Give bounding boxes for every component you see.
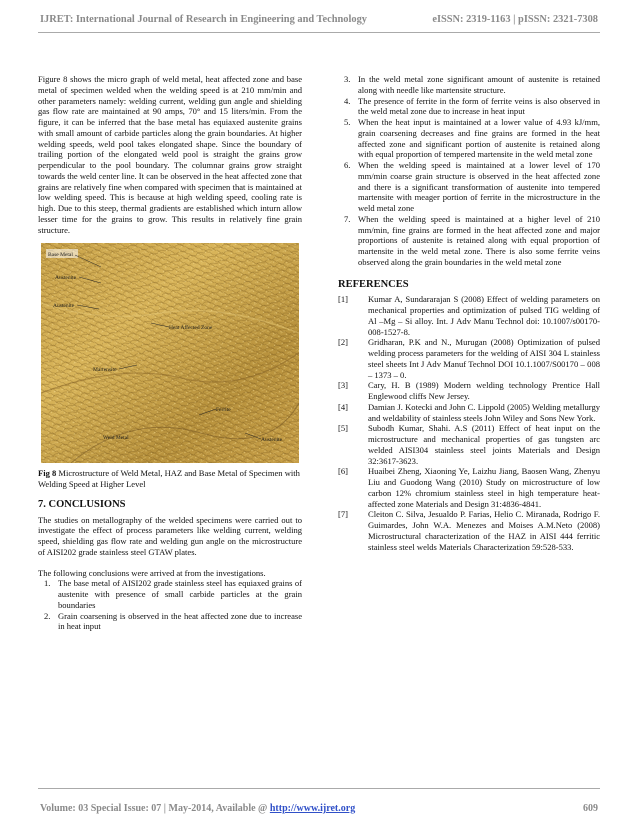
reference-text: Subodh Kumar, Shahi. A.S (2011) Effect of heat input on the microstructure and mechanical properties of gas tungsten arc welded AISI304 stainless steel joints Materials and Design 32:3617-3623. [368,423,600,466]
item-number: 7. [344,213,351,224]
item-text: The base metal of AISI202 grade stainless steel has equiaxed grains of austenite with presence of small carbide particles at the grain boundaries [58,578,302,610]
conclusion-intro: The studies on metallography of the welded specimens were carried out to investigate the effect of process parameters like welding current, welding speed, shielding gas flow rate and welding gun angle on the microstructure of AISI202 grade stainless steel GTAW plates. [38,514,302,557]
list-item [338,96,600,118]
right-column [338,74,600,552]
list-item [38,578,302,610]
reference-number: [7] [338,509,348,520]
reference-text: Huaibei Zheng, Xiaoning Ye, Laizhu Jiang, Baosen Wang, Zhenyu Liu and Guodong Wang (2010) Study on microstructure of low carbon 12% chromium stainless steel in high temperature heat-affected zone Materials and Design 31:4836-4841. [368,466,600,509]
figure-caption [38,468,302,490]
label-ferrite: Ferrite [216,407,231,414]
reference-text: Cary, H. B (1989) Modern welding technology Prentice Hall Englewood cliffs New Jersey. [368,380,600,401]
reference-number: [6] [338,466,348,477]
item-number: 5. [344,117,351,127]
item-text: In the weld metal zone significant amount of austenite is retained along with needle like martensite structure. [358,74,600,95]
reference-item [338,337,600,380]
journal-title: IJRET: International Journal of Research in Engineering and Technology [40,14,367,25]
footer-volume-text: Volume: 03 Special Issue: 07 | May-2014, Available @ [40,803,270,814]
item-text: When the heat input is maintained at a lower value of 4.93 kJ/mm, grain coarsening decreases and fine grains are formed in the heat affected zone and significant portion of austenite is retained along with equal proportion of tempered martensite in the weld metal zone [358,117,600,160]
reference-item [338,294,600,337]
item-number: 4. [344,95,351,106]
conclusion-lead: The following conclusions were arrived at from the investigations. [38,567,266,578]
header-rule [38,32,600,33]
label-martensite: Martensite [93,367,117,374]
list-item [338,214,600,268]
conclusion-list-right [338,74,600,268]
reference-number: [1] [338,294,348,305]
footer-rule [38,788,600,789]
footer-info [40,803,355,814]
reference-number: [2] [338,337,348,348]
label-weld-metal: Weld Metal [103,435,129,442]
item-text: When the welding speed is maintained at a higher level of 210 mm/min, fine grains are formed in the heat affected zone and major proportions of austenite is retained along with equal proportion of martensite in the weld metal zone. There is also some ferrite veins observed along the grain boundaries in the weld metal zone [358,213,600,267]
label-heat-affected-zone: Heat Affected Zone [169,325,213,332]
caption-text: Microstructure of Weld Metal, HAZ and Base Metal of Specimen with Welding Speed at Higher Level [38,468,300,489]
conclusion-list-left [38,578,302,632]
reference-number: [4] [338,401,348,412]
list-item [38,611,302,633]
reference-item [338,466,600,509]
reference-number: [3] [338,380,348,391]
item-number: 1. [44,578,51,589]
page-footer [40,803,598,814]
reference-list [338,294,600,552]
figure-discussion-paragraph: Figure 8 shows the micro graph of weld metal, heat affected zone and base metal of specimen welded when the welding speed is at 210 mm/min and other parameters namely: welding current, welding gun angle and shielding gas flow rate are maintained at 90 amps, 70° and 15 liters/min. From the figure, it can be inferred that the base metal has equiaxed austenite grains with small amount of carbide particles along the grain boundaries. At higher welding speeds, weld pool takes elongated shape. Since the boundary of trailing portion of the elongated weld pool is straight the grains grow perpendicular to the pool boundary. The columnar grains grow straight towards the weld center line. It can be observed in the heat affected zone that grains are relatively fine when compared with specimen that is maintained at low welding speed. This is because at high welding speed, cooling rate is high. Due to this steep, thermal gradients are established which inturn allow lesser time for the grains to grow. This results in relatively fine grain structure. [38,74,302,235]
list-item [338,117,600,160]
section-title-references: REFERENCES [338,278,409,290]
section-title-conclusions: 7. CONCLUSIONS [38,498,126,510]
page-number: 609 [583,803,598,814]
issn-text: eISSN: 2319-1163 | pISSN: 2321-7308 [432,14,598,25]
reference-text: Gridharan, P.K and N., Murugan (2008) Optimization of pulsed welding process parameters for the welding of AISI 304 L stainless steel sheets Int J Adv Manuf Technol DOI 10.1.1007/S00170 – 008 – 1373 – 0. [368,337,600,380]
journal-link[interactable]: http://www.ijret.org [269,803,356,814]
item-number: 2. [44,610,51,621]
item-number: 3. [344,74,351,84]
reference-number: [5] [338,423,348,434]
item-text: Grain coarsening is observed in the heat affected zone due to increase in heat input [58,610,302,632]
label-base-metal: Base Metal [48,252,73,259]
label-austenite-3: Austenite [261,437,283,444]
micrograph-image [41,243,299,463]
reference-item [338,423,600,466]
reference-item [338,402,600,424]
item-text: The presence of ferrite in the form of ferrite veins is also observed in the weld metal zone due to increase in heat input [358,95,600,117]
reference-item [338,380,600,402]
caption-label: Fig 8 [38,468,57,479]
label-austenite-1: Austenite [55,275,77,282]
micrograph-figure [41,243,299,463]
item-number: 6. [344,160,351,170]
label-austenite-2: Austenite [53,303,75,310]
reference-item [338,509,600,552]
reference-text: Cleiton C. Silva, Jesualdo P. Farias, Helio C. Miranada, Rodrigo F. Guimardes, John W.A. Menezes and Moises A.M.Neto (2008) Microstructural characterization of the HAZ in AISI 444 ferritic stainless steel welds Materials Characterization 59:528-533. [368,509,600,552]
left-column [38,74,302,632]
item-text: When the welding speed is maintained at a lower level of 170 mm/min coarse grain structure is observed in the heat affected zone and there is a significant transformation of austenite into tempered martensite with meager portion of ferrite in the microstructure in the weld metal zone [358,160,600,213]
list-item [338,74,600,96]
reference-text: Damian J. Kotecki and John C. Lippold (2005) Welding metallurgy and weldability of stainless steels John Wiley and Sons New York. [368,401,600,423]
list-item [338,160,600,214]
reference-text: Kumar A, Sundararajan S (2008) Effect of welding parameters on mechanical properties and optimization of pulsed TIG welding of Al –Mg – Si alloy. Int. J Adv Manu Technol doi: 10.1007/s00170-008-1527-8. [368,294,600,337]
page-header [40,14,598,25]
